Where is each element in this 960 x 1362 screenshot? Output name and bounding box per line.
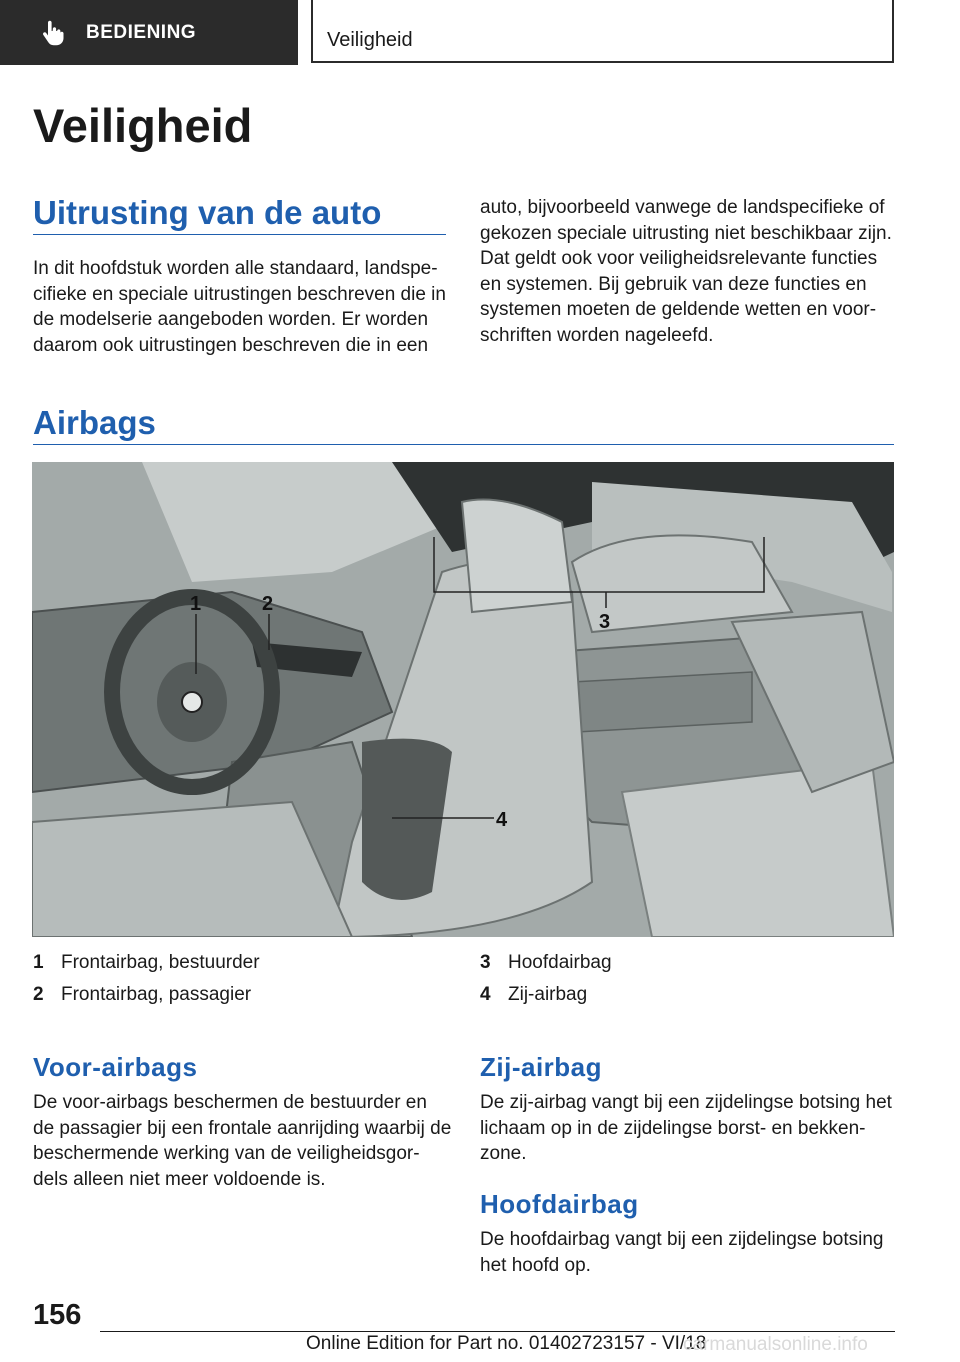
equipment-heading-rule [33, 234, 446, 235]
legend-label: Hoofdairbag [508, 952, 612, 973]
callout-3: 3 [599, 611, 611, 633]
edition-text: Online Edition for Part no. 01402723157 - VI/18 [306, 1333, 707, 1354]
equipment-text-col2: auto, bijvoorbeeld vanwege de landspecifieke of gekozen speciale uitrusting niet beschikbaar zijn. Dat geldt ook voor veiligheidsrelevante functies en systemen. Bij gebruik van deze functies en systemen moeten de geldende wetten en voor- schriften worden nageleefd. [480, 197, 892, 346]
head-airbag-text: De hoofdairbag vangt bij een zijdelingse botsing het hoofd op. [480, 1229, 884, 1276]
legend-number: 4 [480, 984, 491, 1005]
head-airbag-heading: Hoofdairbag [480, 1189, 639, 1219]
legend-label: Frontairbag, bestuurder [61, 952, 260, 973]
legend-number: 2 [33, 984, 44, 1005]
airbags-heading: Airbags [33, 404, 156, 441]
front-airbags-heading: Voor-airbags [33, 1052, 198, 1082]
equipment-text-col1: In dit hoofdstuk worden alle standaard, landspe- cifieke en speciale uitrustingen beschreven die in de modelserie aangeboden worden. Er worden daarom ook uitrustingen beschreven die in een [33, 258, 446, 356]
equipment-heading: Uitrusting van de auto [33, 194, 382, 231]
side-airbag-heading: Zij-airbag [480, 1052, 603, 1082]
car-interior-drawing [32, 462, 894, 937]
page-title: Veiligheid [33, 99, 253, 152]
legend-label: Frontairbag, passagier [61, 984, 252, 1005]
pointing-hand-icon [40, 20, 66, 46]
footer-rule [100, 1331, 895, 1332]
airbags-heading-rule [33, 444, 894, 445]
chapter-tab-label: Veiligheid [327, 29, 413, 51]
side-airbag-text: De zij-airbag vangt bij een zijdelingse botsing het lichaam op in de zijdelingse borst- en bekken- zone. [480, 1092, 892, 1164]
airbag-illustration [32, 462, 894, 937]
page-number: 156 [33, 1299, 82, 1331]
front-airbags-text: De voor-airbags beschermen de bestuurder en de passagier bij een frontale aanrijding waarbij de beschermende werking van de veiligheidsgor- dels alleen niet meer voldoende is. [33, 1092, 452, 1190]
section-tab-label: BEDIENING [86, 21, 197, 43]
callout-1: 1 [190, 593, 202, 615]
legend-number: 1 [33, 952, 44, 973]
callout-4: 4 [496, 809, 508, 831]
legend-number: 3 [480, 952, 491, 973]
legend-label: Zij-airbag [508, 984, 588, 1005]
watermark-text: carmanualsonline.info [683, 1334, 868, 1355]
chapter-tab[interactable] [311, 0, 894, 63]
section-tab[interactable] [0, 0, 298, 65]
callout-2: 2 [262, 593, 274, 615]
